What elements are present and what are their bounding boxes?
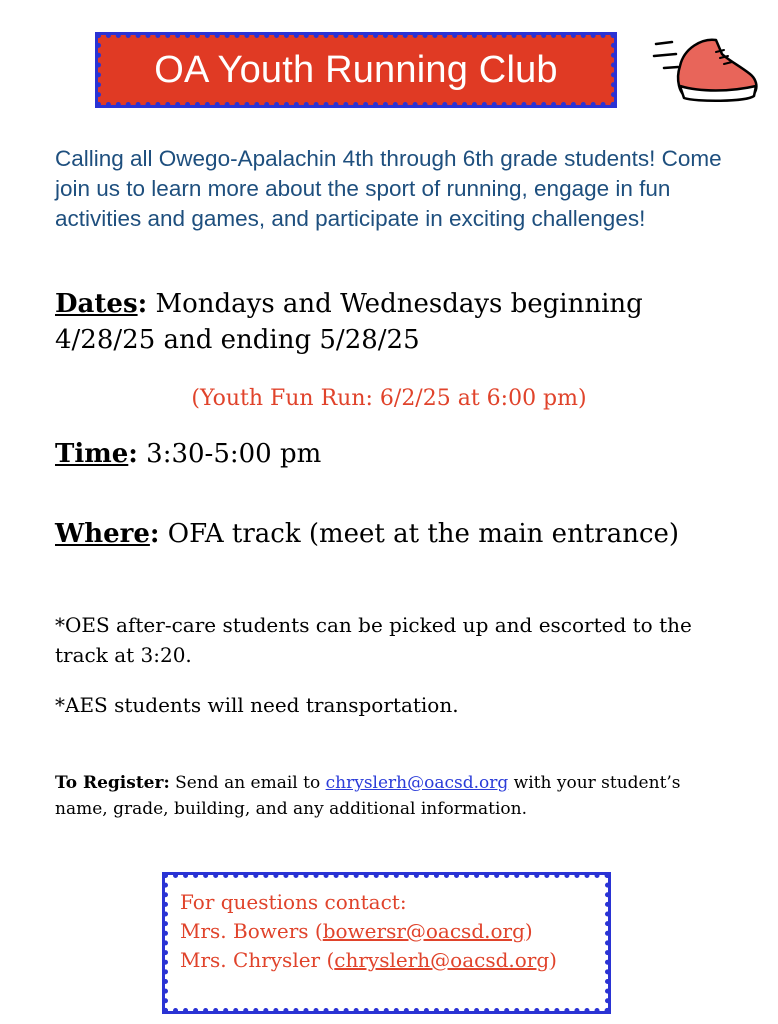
fun-run-note: (Youth Fun Run: 6/2/25 at 6:00 pm) xyxy=(191,386,587,411)
contact-chrysler xyxy=(180,946,605,975)
contact-bowers-suffix: ) xyxy=(524,919,533,943)
where-colon: : xyxy=(149,519,160,549)
contact-box xyxy=(163,873,610,1013)
contact-bowers-prefix: Mrs. Bowers ( xyxy=(180,919,323,943)
contact-chrysler-prefix: Mrs. Chrysler ( xyxy=(180,948,335,972)
bowers-email-link[interactable]: bowersr@oacsd.org xyxy=(322,919,525,943)
where-label: Where xyxy=(55,519,150,549)
register-text-after: with your student’s name, grade, building, and any additional information. xyxy=(55,773,681,819)
intro-paragraph: Calling all Owego-Apalachin 4th through 6th grade students! Come join us to learn more about the sport of running, engage in fun activities and games, and participate in exciting challenges! xyxy=(55,146,722,231)
time-line xyxy=(55,436,745,472)
where-line xyxy=(55,516,745,552)
oes-note: *OES after-care students can be picked up and escorted to the track at 3:20. xyxy=(55,613,692,667)
contact-chrysler-suffix: ) xyxy=(549,948,557,972)
dates-colon: : xyxy=(137,289,148,319)
chrysler-email-link[interactable]: chryslerh@oacsd.org xyxy=(334,948,550,972)
register-email-link[interactable]: chryslerh@oacsd.org xyxy=(325,773,509,793)
time-colon: : xyxy=(128,439,138,469)
aes-note: *AES students will need transportation. xyxy=(55,693,459,717)
contact-heading: For questions contact: xyxy=(180,890,407,914)
contact-bowers xyxy=(180,917,605,946)
where-value: OFA track (meet at the main entrance) xyxy=(159,519,680,549)
register-paragraph xyxy=(55,770,735,822)
dates-line xyxy=(55,286,745,358)
register-label: To Register: xyxy=(55,773,170,793)
time-value: 3:30-5:00 pm xyxy=(137,439,322,469)
dates-value: Mondays and Wednesdays beginning 4/28/25 and ending 5/28/25 xyxy=(55,289,643,355)
page-title: OA Youth Running Club xyxy=(154,48,558,91)
dates-label: Dates xyxy=(55,289,138,319)
register-text-before: Send an email to xyxy=(169,773,326,793)
running-shoe-icon xyxy=(650,30,762,110)
time-label: Time xyxy=(55,439,129,469)
title-banner xyxy=(96,33,616,107)
